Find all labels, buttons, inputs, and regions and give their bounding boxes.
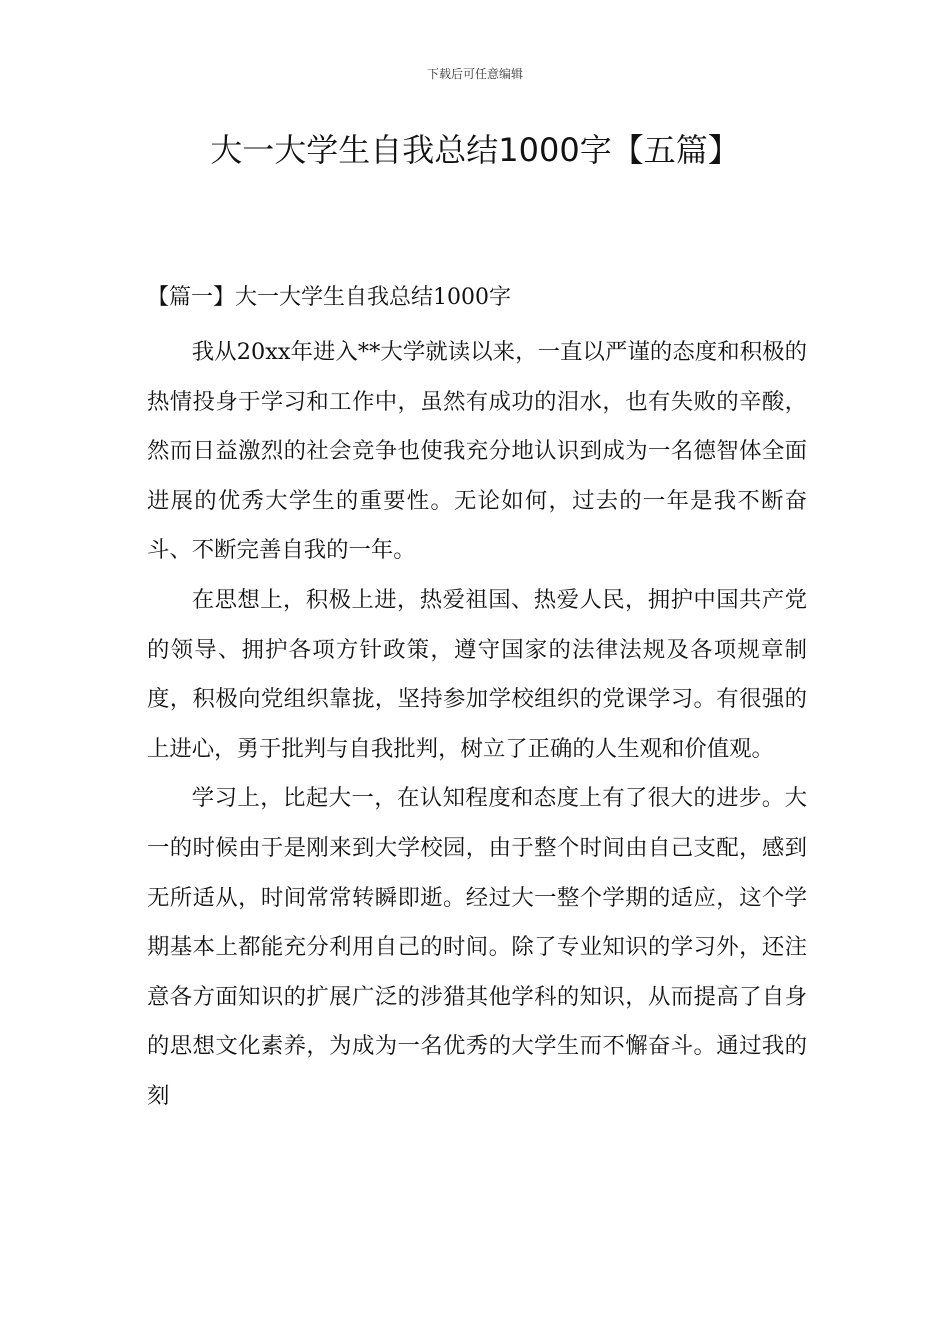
section-heading: 【篇一】大一大学生自我总结1000字 [147,285,511,310]
paragraph-3: 学习上，比起大一，在认知程度和态度上有了很大的进步。大一的时候由于是刚来到大学校园，由于整个时间由自己支配，感到无所适从，时间常常转瞬即逝。经过大一整个学期的适应，这个学期基本上都能充分利用自己的时间。除了专业知识的学习外，还注意各方面知识的扩展广泛的涉猎其他学科的知识，从而提高了自身的思想文化素养，为成为一名优秀的大学生而不懈奋斗。通过我的刻 [147,785,807,1109]
paragraph-1: 我从20xx年进入**大学就读以来，一直以严谨的态度和积极的热情投身于学习和工作中，虽然有成功的泪水，也有失败的辛酸，然而日益激烈的社会竞争也使我充分地认识到成为一名德智体全面进展的优秀大学生的重要性。无论如何，过去的一年是我不断奋斗、不断完善自我的一年。 [147,339,807,564]
document-title: 大一大学生自我总结1000字【五篇】 [210,131,740,169]
paragraph-2: 在思想上，积极上进，热爱祖国、热爱人民，拥护中国共产党的领导、拥护各项方针政策，遵守国家的法律法规及各项规章制度，积极向党组织靠拢，坚持参加学校组织的党课学习。有很强的上进心，勇于批判与自我批判，树立了正确的人生观和价值观。 [147,586,807,762]
header-note: 下载后可任意编辑 [426,67,523,81]
body-text [147,328,807,1122]
